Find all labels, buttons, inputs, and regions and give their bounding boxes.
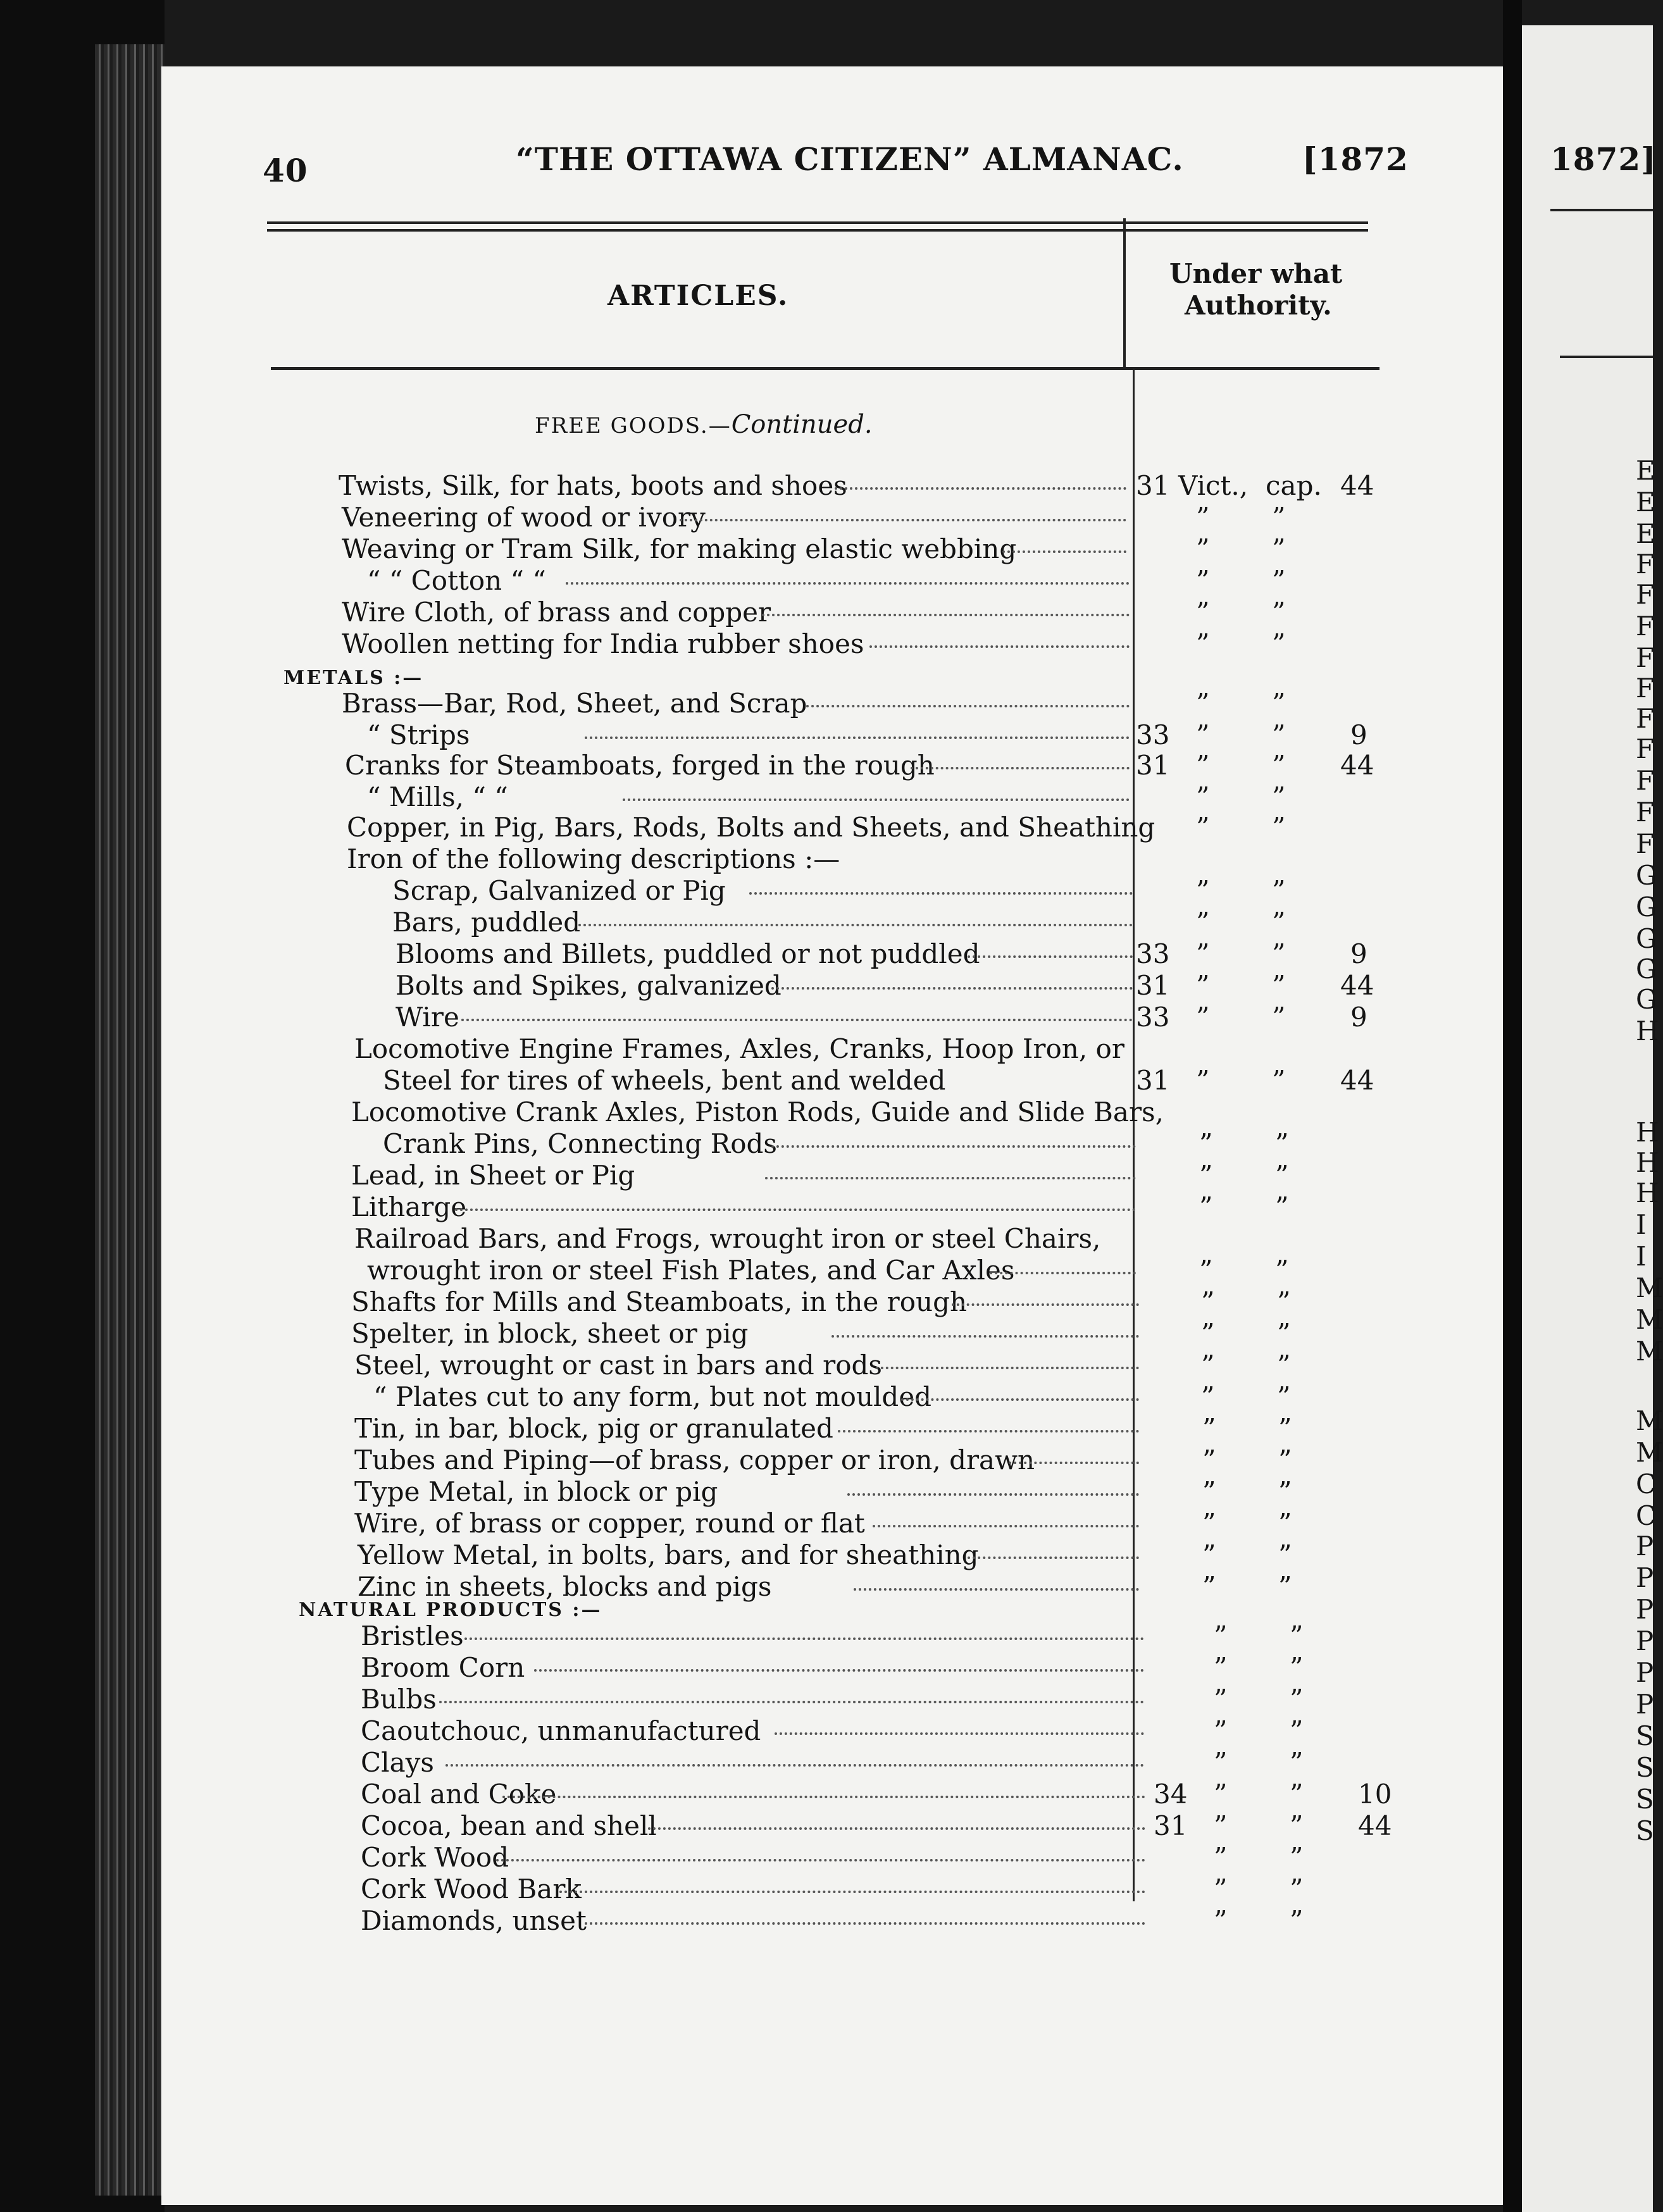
dot-leader [806, 705, 1130, 707]
statute-chapter: ” [1272, 502, 1286, 533]
table-row [0, 1906, 1653, 1936]
header-rule-top [267, 221, 1368, 224]
statute-reference: ” [1196, 812, 1210, 843]
article-name: Copper, in Pig, Bars, Rods, Bolts and Sheets, and Sheathing [347, 812, 1155, 843]
table-row [0, 1066, 1653, 1096]
right-page-initial: M [1636, 1437, 1663, 1468]
article-name: Caoutchouc, unmanufactured [361, 1715, 761, 1746]
statute-chapter: ” [1272, 750, 1286, 781]
right-page-initial: H [1636, 1147, 1659, 1178]
table-row [0, 812, 1653, 843]
table-row [0, 502, 1653, 533]
statute-reference: ” [1196, 781, 1210, 812]
running-title: “THE OTTAWA CITIZEN” ALMANAC. [516, 140, 1184, 178]
table-row [0, 1192, 1653, 1222]
article-name: Bolts and Spikes, galvanized [396, 970, 782, 1001]
chapter-number: 44 [1340, 1065, 1374, 1096]
statute-chapter: ” [1277, 1381, 1291, 1412]
right-page-initial: F [1636, 549, 1655, 580]
article-name: Type Metal, in block or pig [354, 1476, 718, 1507]
table-row [0, 629, 1653, 659]
article-name: Wire Cloth, of brass and copper [342, 597, 771, 628]
statute-chapter: ” [1275, 1255, 1289, 1286]
dot-leader [876, 1367, 1139, 1369]
right-page-initial: I [1636, 1241, 1647, 1272]
right-page-initial: S [1636, 1720, 1654, 1751]
table-row [0, 1002, 1653, 1033]
dot-leader [439, 1701, 1144, 1703]
chapter-number: 44 [1340, 970, 1374, 1001]
statute-chapter: ” [1272, 719, 1286, 750]
right-page-initial: M [1636, 1304, 1663, 1335]
year-left: [1872 [1302, 140, 1409, 178]
statute-chapter: ” [1290, 1905, 1304, 1936]
right-page-initial: E [1636, 455, 1655, 486]
statute-chapter: ” [1272, 970, 1286, 1001]
header-column-divider [1123, 218, 1126, 370]
table-row [0, 1382, 1653, 1412]
dot-leader [578, 924, 1133, 926]
continued-label: Continued. [731, 410, 873, 439]
page-number: 40 [263, 152, 308, 189]
statute-reference: ” [1196, 719, 1210, 750]
table-row [0, 1540, 1653, 1570]
statute-reference: ” [1196, 970, 1210, 1001]
statute-reference: ” [1196, 907, 1210, 938]
article-name: Crank Pins, Connecting Rods [383, 1128, 777, 1159]
statute-chapter: ” [1290, 1842, 1304, 1873]
table-row [0, 1350, 1653, 1381]
dot-leader [765, 1177, 1136, 1179]
statute-reference: ” [1214, 1842, 1228, 1873]
statute-chapter: ” [1290, 1652, 1304, 1683]
statute-reference: ” [1201, 1318, 1215, 1349]
table-row [0, 1779, 1653, 1810]
article-name: Bars, puddled [392, 907, 581, 938]
table-row [0, 534, 1653, 564]
right-page-initial: P [1636, 1689, 1654, 1720]
article-name: Bulbs [361, 1684, 437, 1715]
statute-chapter: ” [1277, 1350, 1291, 1381]
dot-leader [952, 1303, 1139, 1306]
right-page-initial: I [1636, 1209, 1647, 1240]
dot-leader [835, 487, 1126, 490]
table-row [0, 1508, 1653, 1539]
statute-reference: ” [1202, 1413, 1216, 1444]
statute-chapter: ” [1277, 1286, 1291, 1317]
statute-reference: ” [1196, 875, 1210, 906]
dot-leader [990, 1272, 1136, 1274]
right-page-initial: P [1636, 1594, 1654, 1625]
statute-reference: Vict., [1178, 470, 1249, 501]
statute-reference: ” [1196, 628, 1210, 659]
statute-year: 33 [1136, 938, 1170, 969]
chapter-number: 44 [1358, 1810, 1392, 1841]
dot-leader [502, 1796, 1145, 1798]
statute-chapter: ” [1290, 1873, 1304, 1904]
free-goods-label: FREE GOODS.— [535, 413, 732, 438]
dot-leader [847, 1493, 1139, 1496]
article-name: Twists, Silk, for hats, boots and shoes [339, 470, 847, 501]
article-name: Clays [361, 1747, 434, 1778]
article-name: Coal and Coke [361, 1779, 557, 1810]
statute-year: 33 [1136, 719, 1170, 750]
statute-year: 31 [1136, 970, 1170, 1001]
right-page-initial: F [1636, 733, 1655, 764]
right-page-initial: M [1636, 1336, 1663, 1367]
table-row [0, 1716, 1653, 1746]
right-page-initial: M [1636, 1272, 1663, 1303]
article-name: Locomotive Engine Frames, Axles, Cranks, Hoop Iron, or [354, 1033, 1124, 1064]
right-page-initial: C [1636, 1469, 1657, 1500]
article-name: Tubes and Piping—of brass, copper or iron, drawn [354, 1445, 1035, 1476]
article-name: Brass—Bar, Rod, Sheet, and Scrap [342, 688, 807, 719]
statute-reference: ” [1201, 1350, 1215, 1381]
statute-reference: ” [1196, 597, 1210, 628]
right-page-initial: F [1636, 765, 1655, 796]
statute-reference: ” [1196, 938, 1210, 969]
chapter-number: 9 [1350, 719, 1367, 750]
statute-year: 33 [1136, 1002, 1170, 1033]
table-head-rule [271, 367, 1380, 370]
statute-reference: ” [1202, 1476, 1216, 1507]
statute-reference: ” [1199, 1255, 1213, 1286]
dot-leader [869, 645, 1130, 648]
right-page-initial: F [1636, 797, 1655, 828]
article-name: Woollen netting for India rubber shoes [342, 628, 864, 659]
statute-chapter: ” [1272, 875, 1286, 906]
dot-leader [455, 1209, 1136, 1211]
chapter-number: 44 [1340, 750, 1374, 781]
right-page-initial: F [1636, 642, 1655, 673]
right-page-initial: P [1636, 1625, 1654, 1656]
article-name: “ Strips [367, 719, 470, 750]
table-row [0, 1748, 1653, 1778]
chapter-number: 9 [1350, 938, 1367, 969]
statute-chapter: ” [1278, 1539, 1292, 1570]
table-row [0, 597, 1653, 628]
statute-chapter: ” [1272, 781, 1286, 812]
article-name: Blooms and Billets, puddled or not puddled [396, 938, 980, 969]
chapter-number: 44 [1340, 470, 1374, 501]
table-row [0, 1445, 1653, 1476]
statute-chapter: ” [1278, 1445, 1292, 1476]
right-page-initial: E [1636, 487, 1655, 518]
table-row [0, 1160, 1653, 1191]
article-name: Scrap, Galvanized or Pig [392, 875, 726, 906]
right-page-initial: H [1636, 1117, 1659, 1148]
statute-chapter: ” [1290, 1620, 1304, 1651]
column-heading-articles: ARTICLES. [607, 280, 789, 312]
article-name: Bristles [361, 1620, 464, 1651]
right-page-initial: G [1636, 954, 1657, 985]
table-row [0, 1319, 1653, 1349]
statute-chapter: ” [1290, 1684, 1304, 1715]
right-page-initial: G [1636, 860, 1657, 891]
dot-leader [771, 987, 1133, 990]
dot-leader [968, 955, 1133, 958]
statute-reference: ” [1202, 1539, 1216, 1570]
right-page-initial: C [1636, 1500, 1657, 1531]
statute-chapter: ” [1278, 1571, 1292, 1602]
statute-reference: ” [1214, 1810, 1228, 1841]
statute-reference: ” [1214, 1652, 1228, 1683]
statute-reference: ” [1199, 1160, 1213, 1191]
dot-leader [585, 1922, 1145, 1925]
statute-chapter: ” [1290, 1747, 1304, 1778]
dot-leader [968, 1556, 1139, 1559]
right-page-initial: H [1636, 1016, 1659, 1047]
statute-chapter: ” [1277, 1318, 1291, 1349]
statute-chapter: ” [1272, 597, 1286, 628]
statute-chapter: ” [1275, 1128, 1289, 1159]
chapter-number: 9 [1350, 1002, 1367, 1033]
right-page-initial: H [1636, 1177, 1659, 1209]
dot-leader [854, 1588, 1139, 1591]
statute-chapter: ” [1275, 1160, 1289, 1191]
table-row [0, 1255, 1653, 1286]
table-row [0, 1842, 1653, 1873]
statute-year: 31 [1136, 1065, 1170, 1096]
dot-leader [623, 798, 1130, 801]
dot-leader [762, 614, 1130, 616]
article-name: Cork Wood Bark [361, 1873, 582, 1904]
statute-reference: ” [1214, 1747, 1228, 1778]
statute-reference: ” [1214, 1873, 1228, 1904]
dot-leader [771, 1145, 1136, 1148]
dot-leader [445, 1764, 1144, 1767]
dot-leader [680, 519, 1126, 521]
right-page-initial: S [1636, 1815, 1654, 1846]
statute-reference: ” [1214, 1715, 1228, 1746]
article-name: Litharge [351, 1191, 467, 1222]
section-metals: METALS :— [283, 667, 424, 689]
table-row [0, 1097, 1653, 1128]
article-name: Spelter, in block, sheet or pig [351, 1318, 749, 1349]
statute-reference: ” [1214, 1905, 1228, 1936]
article-name: Yellow Metal, in bolts, bars, and for sheathing [358, 1539, 979, 1570]
statute-reference: ” [1202, 1445, 1216, 1476]
table-row [0, 1874, 1653, 1904]
right-page-initial: G [1636, 892, 1657, 923]
article-name: wrought iron or steel Fish Plates, and Car Axles [367, 1255, 1015, 1286]
table-row [0, 876, 1653, 906]
table-row [0, 1224, 1653, 1254]
dot-leader [873, 1525, 1139, 1527]
table-row [0, 750, 1653, 781]
table-row [0, 939, 1653, 969]
table-row [0, 1414, 1653, 1444]
article-name: Zinc in sheets, blocks and pigs [358, 1571, 772, 1602]
right-page-initial: M [1636, 1405, 1663, 1436]
column-heading-authority-1: Under what [1169, 258, 1343, 289]
statute-reference: ” [1196, 533, 1210, 564]
free-goods-subheading [535, 410, 873, 439]
year-right: 1872] [1550, 140, 1657, 178]
dot-leader [1009, 1462, 1139, 1464]
statute-chapter: ” [1272, 1002, 1286, 1033]
right-table-head-rule [1560, 356, 1653, 358]
statute-chapter: ” [1272, 1065, 1286, 1096]
dot-leader [838, 1430, 1139, 1432]
table-row [0, 1572, 1653, 1602]
statute-reference: ” [1196, 688, 1210, 719]
right-page-initial: S [1636, 1784, 1654, 1815]
article-name: Weaving or Tram Silk, for making elastic webbing [342, 533, 1017, 564]
statute-year: 31 [1136, 470, 1170, 501]
chapter-number: 10 [1358, 1779, 1392, 1810]
right-page-initial: F [1636, 673, 1655, 704]
dot-leader [648, 1827, 1145, 1830]
article-name: Lead, in Sheet or Pig [351, 1160, 635, 1191]
header-rule-bottom [267, 229, 1368, 232]
right-page-initial: P [1636, 1657, 1654, 1688]
statute-reference: ” [1199, 1128, 1213, 1159]
statute-reference: ” [1196, 1065, 1210, 1096]
statute-reference: ” [1214, 1684, 1228, 1715]
article-name: “ Plates cut to any form, but not moulded [373, 1381, 932, 1412]
article-name: Wire [396, 1002, 459, 1033]
article-name: Shafts for Mills and Steamboats, in the rough [351, 1286, 968, 1317]
statute-year: 34 [1154, 1779, 1188, 1810]
right-page-initial: F [1636, 828, 1655, 859]
section-natural-products: NATURAL PRODUCTS :— [299, 1599, 602, 1621]
right-page-initial: P [1636, 1531, 1654, 1562]
dot-leader [496, 1859, 1145, 1861]
statute-year: 31 [1154, 1810, 1188, 1841]
statute-reference: ” [1201, 1286, 1215, 1317]
statute-chapter: ” [1290, 1779, 1304, 1810]
right-page-initial: P [1636, 1562, 1654, 1593]
right-header-rule [1550, 209, 1653, 211]
table-row [0, 1034, 1653, 1064]
article-name: Steel, wrought or cast in bars and rods [354, 1350, 882, 1381]
statute-chapter: ” [1278, 1508, 1292, 1539]
article-name: “ “ Cotton “ “ [367, 565, 546, 596]
statute-chapter: ” [1278, 1413, 1292, 1444]
dot-leader [749, 892, 1133, 895]
statute-chapter: ” [1272, 812, 1286, 843]
statute-chapter: cap. [1266, 470, 1322, 501]
statute-chapter: ” [1272, 565, 1286, 596]
right-page-initial: E [1636, 518, 1655, 549]
table-row [0, 720, 1653, 750]
dot-leader [559, 1891, 1145, 1893]
statute-reference: ” [1196, 1002, 1210, 1033]
table-row [0, 844, 1653, 874]
table-row [0, 471, 1653, 501]
article-name: Steel for tires of wheels, bent and welded [383, 1065, 946, 1096]
right-page-initial: S [1636, 1752, 1654, 1783]
article-name: Iron of the following descriptions :— [347, 843, 840, 874]
table-row [0, 1477, 1653, 1507]
table-row [0, 688, 1653, 719]
article-name: Railroad Bars, and Frogs, wrought iron or steel Chairs, [354, 1223, 1101, 1254]
dot-leader [911, 767, 1130, 769]
column-heading-authority-2: Authority. [1185, 290, 1332, 321]
dot-leader [901, 1398, 1139, 1401]
dot-leader [566, 582, 1130, 585]
right-page-initial: G [1636, 984, 1657, 1015]
statute-year: 31 [1136, 750, 1170, 781]
table-row [0, 1653, 1653, 1683]
table-row [0, 566, 1653, 596]
statute-chapter: ” [1272, 628, 1286, 659]
article-name: Diamonds, unset [361, 1905, 587, 1936]
dot-leader [585, 736, 1130, 739]
article-name: Cocoa, bean and shell [361, 1810, 657, 1841]
statute-reference: ” [1196, 565, 1210, 596]
dot-leader [534, 1669, 1144, 1672]
table-row [0, 907, 1653, 938]
statute-chapter: ” [1272, 907, 1286, 938]
table-row [0, 1684, 1653, 1715]
statute-chapter: ” [1272, 533, 1286, 564]
statute-reference: ” [1199, 1191, 1213, 1222]
dot-leader [775, 1732, 1144, 1735]
right-page-initial: F [1636, 579, 1655, 610]
statute-chapter: ” [1278, 1476, 1292, 1507]
statute-chapter: ” [1290, 1715, 1304, 1746]
statute-reference: ” [1201, 1381, 1215, 1412]
article-name: Tin, in bar, block, pig or granulated [354, 1413, 833, 1444]
statute-reference: ” [1214, 1779, 1228, 1810]
article-name: Veneering of wood or ivory [342, 502, 706, 533]
dot-leader [461, 1019, 1133, 1021]
article-name: Cork Wood [361, 1842, 509, 1873]
statute-chapter: ” [1272, 688, 1286, 719]
statute-chapter: ” [1272, 938, 1286, 969]
statute-reference: ” [1202, 1571, 1216, 1602]
dot-leader [1002, 550, 1126, 553]
dot-leader [831, 1335, 1139, 1338]
statute-chapter: ” [1290, 1810, 1304, 1841]
statute-reference: ” [1202, 1508, 1216, 1539]
dot-leader [464, 1637, 1144, 1640]
table-row [0, 1129, 1653, 1159]
statute-reference: ” [1196, 750, 1210, 781]
table-row [0, 782, 1653, 812]
article-name: Cranks for Steamboats, forged in the rough [345, 750, 935, 781]
statute-chapter: ” [1275, 1191, 1289, 1222]
statute-reference: ” [1196, 502, 1210, 533]
table-row [0, 1811, 1653, 1841]
article-name: Wire, of brass or copper, round or flat [354, 1508, 865, 1539]
table-row [0, 971, 1653, 1001]
table-row [0, 1621, 1653, 1651]
right-page-initial: F [1636, 611, 1655, 642]
right-page-initial: G [1636, 923, 1657, 954]
article-name: “ Mills, “ “ [367, 781, 508, 812]
table-row [0, 1287, 1653, 1317]
statute-reference: ” [1214, 1620, 1228, 1651]
right-page-initial: F [1636, 703, 1655, 734]
article-name: Broom Corn [361, 1652, 525, 1683]
article-name: Locomotive Crank Axles, Piston Rods, Guide and Slide Bars, [351, 1097, 1164, 1128]
